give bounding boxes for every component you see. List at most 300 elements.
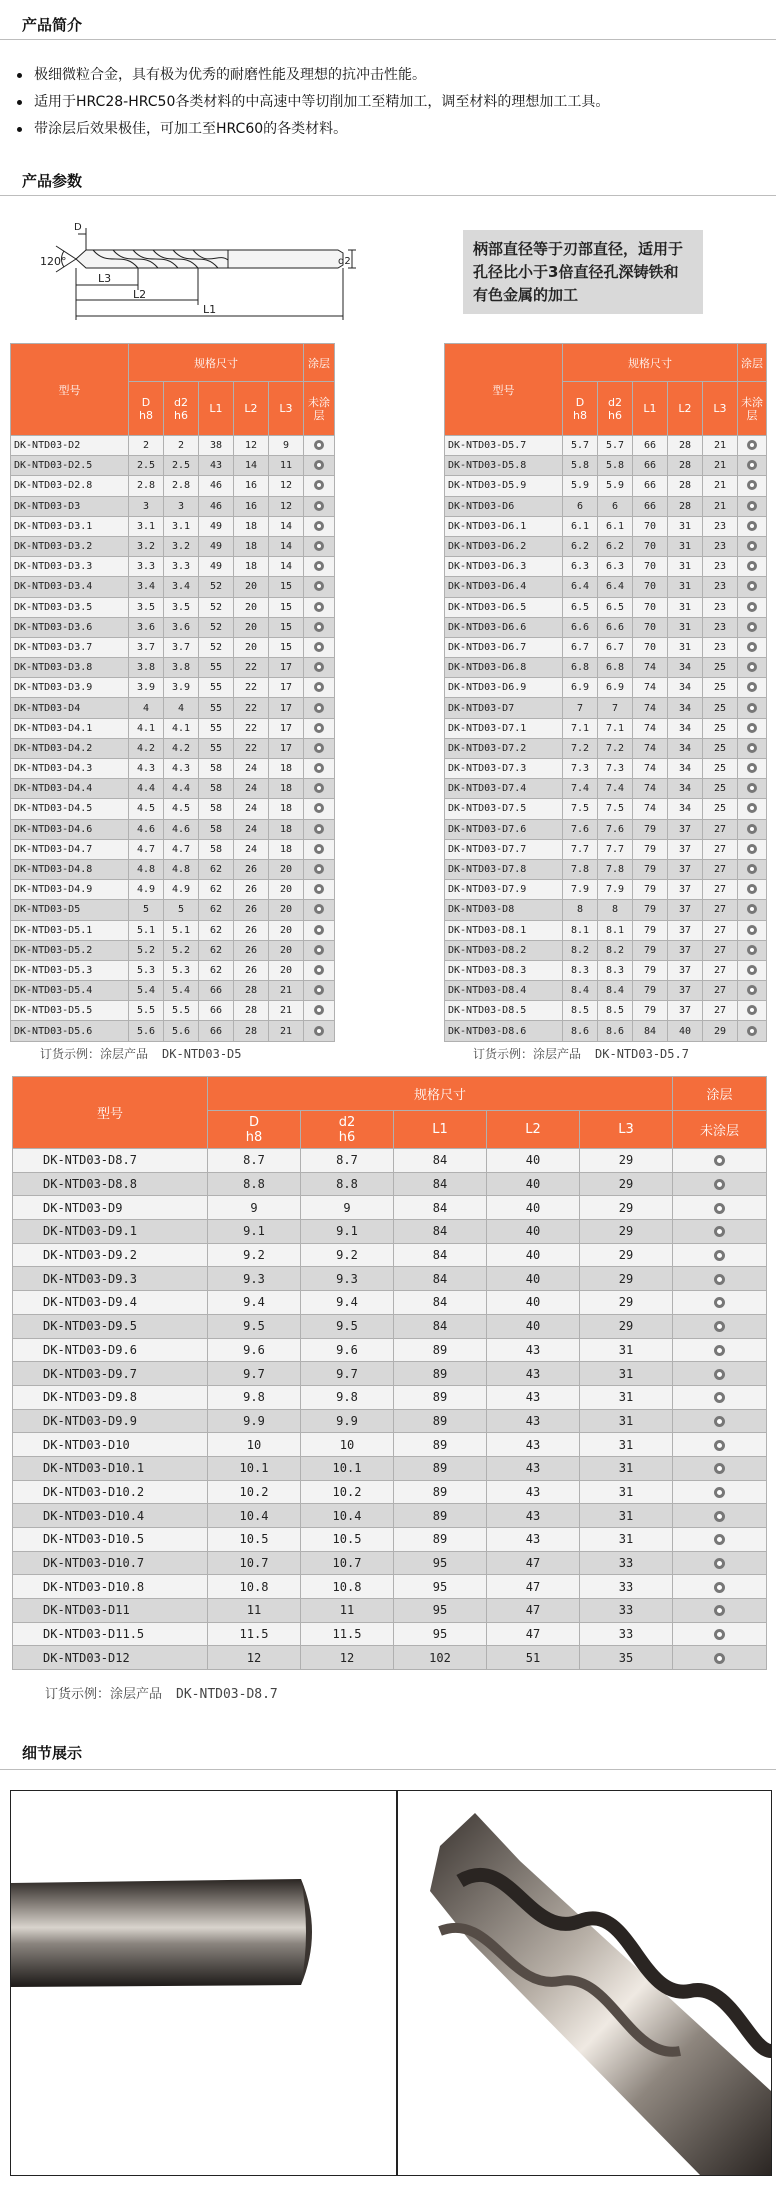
l1-cell: 95 (394, 1551, 487, 1575)
l2-label: L2 (133, 288, 147, 301)
circle-dot-icon (314, 662, 324, 672)
coating-cell (673, 1220, 767, 1244)
circle-dot-icon (714, 1369, 725, 1380)
model-cell: DK-NTD03-D3.6 (11, 617, 129, 637)
d-cell: 4.1 (129, 718, 164, 738)
model-cell: DK-NTD03-D3.9 (11, 678, 129, 698)
l2-cell: 37 (668, 839, 703, 859)
circle-dot-icon (314, 965, 324, 975)
model-cell: DK-NTD03-D7.1 (445, 718, 563, 738)
coating-cell (304, 738, 335, 758)
model-cell: DK-NTD03-D4.5 (11, 799, 129, 819)
table-row (445, 456, 767, 476)
model-cell: DK-NTD03-D2.8 (11, 476, 129, 496)
d2-cell: 9.9 (301, 1409, 394, 1433)
d2-cell: 4.2 (164, 738, 199, 758)
model-cell: DK-NTD03-D11.5 (13, 1622, 208, 1646)
table-row (11, 738, 335, 758)
l1-cell: 89 (394, 1433, 487, 1457)
d-label: D (74, 222, 82, 233)
l2-cell: 37 (668, 819, 703, 839)
circle-dot-icon (714, 1558, 725, 1569)
circle-dot-icon (314, 440, 324, 450)
d-cell: 3 (129, 496, 164, 516)
l1-cell: 49 (199, 536, 234, 556)
d-cell: 5.7 (563, 436, 598, 456)
l3-cell: 25 (703, 759, 738, 779)
coating-cell (738, 900, 767, 920)
header-l2: L2 (487, 1111, 580, 1149)
l1-cell: 66 (199, 1021, 234, 1041)
d-cell: 3.8 (129, 658, 164, 678)
d2-label: d2 (338, 256, 351, 267)
l2-cell: 34 (668, 738, 703, 758)
coating-cell (673, 1314, 767, 1338)
l2-cell: 40 (487, 1220, 580, 1244)
coating-cell (304, 718, 335, 738)
model-cell: DK-NTD03-D11 (13, 1599, 208, 1623)
header-l2: L2 (668, 382, 703, 436)
d-cell: 7.5 (563, 799, 598, 819)
coating-cell (673, 1291, 767, 1315)
coating-cell (738, 960, 767, 980)
model-cell: DK-NTD03-D8.4 (445, 981, 563, 1001)
header-d2: d2 h6 (301, 1111, 394, 1149)
l3-cell: 31 (580, 1385, 673, 1409)
table-row (13, 1456, 767, 1480)
l3-cell: 12 (269, 476, 304, 496)
d-cell: 3.5 (129, 597, 164, 617)
d-cell: 3.9 (129, 678, 164, 698)
l3-cell: 15 (269, 617, 304, 637)
d2-cell: 9.8 (301, 1385, 394, 1409)
model-cell: DK-NTD03-D5.7 (445, 436, 563, 456)
d2-cell: 7.6 (598, 819, 633, 839)
d2-cell: 8.8 (301, 1172, 394, 1196)
l2-cell: 37 (668, 981, 703, 1001)
circle-dot-icon (314, 521, 324, 531)
circle-dot-icon (747, 904, 757, 914)
table-row (445, 981, 767, 1001)
l3-cell: 31 (580, 1409, 673, 1433)
d-cell: 5.9 (563, 476, 598, 496)
circle-dot-icon (747, 460, 757, 470)
l3-cell: 17 (269, 718, 304, 738)
d2-cell: 5.6 (164, 1021, 199, 1041)
coating-cell (738, 597, 767, 617)
l1-cell: 79 (633, 981, 668, 1001)
l1-cell: 74 (633, 779, 668, 799)
coating-cell (673, 1599, 767, 1623)
l2-cell: 24 (234, 819, 269, 839)
d-cell: 4.2 (129, 738, 164, 758)
circle-dot-icon (747, 682, 757, 692)
d2-cell: 9.4 (301, 1291, 394, 1315)
d-cell: 5 (129, 900, 164, 920)
coating-cell (304, 536, 335, 556)
model-cell: DK-NTD03-D3.7 (11, 637, 129, 657)
coating-cell (304, 476, 335, 496)
header-model: 型号 (445, 344, 563, 436)
circle-dot-icon (314, 541, 324, 551)
table-body (445, 436, 767, 1042)
angle-label: 120° (40, 255, 67, 268)
intro-list (14, 62, 764, 143)
circle-dot-icon (747, 440, 757, 450)
d2-cell: 9.2 (301, 1243, 394, 1267)
coating-cell (738, 476, 767, 496)
circle-dot-icon (747, 602, 757, 612)
circle-dot-icon (314, 703, 324, 713)
l2-cell: 26 (234, 960, 269, 980)
table-row (11, 436, 335, 456)
l3-cell: 31 (580, 1456, 673, 1480)
section-title: 产品参数 (22, 172, 83, 190)
l3-cell: 23 (703, 597, 738, 617)
l3-cell: 18 (269, 779, 304, 799)
d2-cell: 6.5 (598, 597, 633, 617)
model-cell: DK-NTD03-D6.9 (445, 678, 563, 698)
table-row (13, 1314, 767, 1338)
coating-cell (673, 1172, 767, 1196)
d-cell: 5.4 (129, 981, 164, 1001)
l1-cell: 74 (633, 678, 668, 698)
circle-dot-icon (747, 622, 757, 632)
l2-cell: 20 (234, 577, 269, 597)
d-cell: 7.6 (563, 819, 598, 839)
l1-cell: 66 (199, 981, 234, 1001)
d-cell: 2.8 (129, 476, 164, 496)
l1-cell: 66 (633, 476, 668, 496)
d-cell: 6.5 (563, 597, 598, 617)
l3-cell: 14 (269, 536, 304, 556)
coating-cell (304, 920, 335, 940)
d2-cell: 5.7 (598, 436, 633, 456)
l2-cell: 43 (487, 1385, 580, 1409)
l2-cell: 28 (668, 456, 703, 476)
coating-cell (304, 880, 335, 900)
l3-cell: 17 (269, 738, 304, 758)
d-cell: 3.2 (129, 536, 164, 556)
coating-cell (304, 597, 335, 617)
circle-dot-icon (714, 1345, 725, 1356)
table-row (11, 516, 335, 536)
coating-cell (304, 698, 335, 718)
header-uncoated: 未涂层 (738, 382, 767, 436)
spec-table-3 (12, 1076, 767, 1670)
d-cell: 11.5 (208, 1622, 301, 1646)
l1-cell: 74 (633, 799, 668, 819)
circle-dot-icon (747, 803, 757, 813)
d2-cell: 3.3 (164, 557, 199, 577)
table-row (445, 678, 767, 698)
model-cell: DK-NTD03-D5.6 (11, 1021, 129, 1041)
model-cell: DK-NTD03-D10.7 (13, 1551, 208, 1575)
coating-cell (738, 456, 767, 476)
l3-label: L3 (98, 272, 112, 285)
l1-cell: 79 (633, 859, 668, 879)
l1-label: L1 (203, 303, 217, 316)
d-cell: 8.4 (563, 981, 598, 1001)
header-spec: 规格尺寸 (129, 344, 304, 382)
l3-cell: 25 (703, 678, 738, 698)
l1-cell: 55 (199, 658, 234, 678)
d-cell: 6.1 (563, 516, 598, 536)
d2-cell: 2 (164, 436, 199, 456)
d-cell: 9.4 (208, 1291, 301, 1315)
l3-cell: 27 (703, 940, 738, 960)
table-row (445, 617, 767, 637)
model-cell: DK-NTD03-D3.1 (11, 516, 129, 536)
coating-cell (304, 940, 335, 960)
table-row (445, 557, 767, 577)
d2-cell: 7 (598, 698, 633, 718)
table-row (13, 1551, 767, 1575)
circle-dot-icon (714, 1629, 725, 1640)
table-row (445, 779, 767, 799)
d2-cell: 4.4 (164, 779, 199, 799)
coating-cell (304, 859, 335, 879)
l3-cell: 25 (703, 799, 738, 819)
circle-dot-icon (314, 945, 324, 955)
table-row (445, 880, 767, 900)
l1-cell: 89 (394, 1504, 487, 1528)
coating-cell (673, 1528, 767, 1552)
d-cell: 10.4 (208, 1504, 301, 1528)
l3-cell: 21 (269, 981, 304, 1001)
circle-dot-icon (747, 521, 757, 531)
l1-cell: 79 (633, 839, 668, 859)
l1-cell: 55 (199, 678, 234, 698)
circle-dot-icon (747, 783, 757, 793)
l1-cell: 55 (199, 718, 234, 738)
l2-cell: 28 (234, 1001, 269, 1021)
l2-cell: 28 (668, 476, 703, 496)
d2-cell: 6 (598, 496, 633, 516)
d-cell: 4.8 (129, 859, 164, 879)
d-cell: 6.2 (563, 536, 598, 556)
coating-cell (738, 779, 767, 799)
table-row (13, 1646, 767, 1670)
d-cell: 4 (129, 698, 164, 718)
coating-cell (738, 698, 767, 718)
l1-cell: 46 (199, 476, 234, 496)
circle-dot-icon (747, 763, 757, 773)
model-cell: DK-NTD03-D3.3 (11, 557, 129, 577)
d-cell: 4.5 (129, 799, 164, 819)
coating-cell (304, 799, 335, 819)
d-cell: 9.2 (208, 1243, 301, 1267)
circle-dot-icon (714, 1487, 725, 1498)
l1-cell: 84 (394, 1149, 487, 1173)
d-cell: 8.3 (563, 960, 598, 980)
l2-cell: 22 (234, 698, 269, 718)
model-cell: DK-NTD03-D7.7 (445, 839, 563, 859)
header-coating: 涂层 (738, 344, 767, 382)
l3-cell: 27 (703, 960, 738, 980)
d-cell: 11 (208, 1599, 301, 1623)
coating-cell (304, 678, 335, 698)
l1-cell: 89 (394, 1456, 487, 1480)
l2-cell: 37 (668, 1001, 703, 1021)
model-cell: DK-NTD03-D5.1 (11, 920, 129, 940)
coating-cell (738, 1021, 767, 1041)
l1-cell: 49 (199, 516, 234, 536)
table-row (11, 718, 335, 738)
model-cell: DK-NTD03-D8 (445, 900, 563, 920)
l1-cell: 84 (394, 1172, 487, 1196)
d2-cell: 10.7 (301, 1551, 394, 1575)
circle-dot-icon (747, 743, 757, 753)
table-row (445, 839, 767, 859)
table-row (445, 859, 767, 879)
header-coating: 涂层 (304, 344, 335, 382)
model-cell: DK-NTD03-D9.1 (13, 1220, 208, 1244)
l2-cell: 34 (668, 698, 703, 718)
l3-cell: 25 (703, 738, 738, 758)
l2-cell: 18 (234, 516, 269, 536)
d-cell: 7.8 (563, 859, 598, 879)
l3-cell: 20 (269, 900, 304, 920)
l2-cell: 40 (487, 1314, 580, 1338)
flute-photo (400, 1791, 771, 2175)
d2-cell: 8.5 (598, 1001, 633, 1021)
coating-cell (304, 819, 335, 839)
order-example-2: 订货示例：涂层产品 DK-NTD03-D5.7 (473, 1047, 689, 1061)
coating-cell (673, 1646, 767, 1670)
l2-cell: 51 (487, 1646, 580, 1670)
d2-cell: 7.8 (598, 859, 633, 879)
model-cell: DK-NTD03-D7.8 (445, 859, 563, 879)
l1-cell: 79 (633, 880, 668, 900)
d-cell: 5.3 (129, 960, 164, 980)
l1-cell: 95 (394, 1575, 487, 1599)
table-row (445, 900, 767, 920)
header-coating: 涂层 (673, 1077, 767, 1111)
table-row (13, 1480, 767, 1504)
coating-cell (738, 1001, 767, 1021)
l2-cell: 37 (668, 900, 703, 920)
drill-diagram (38, 220, 358, 338)
d2-cell: 11 (301, 1599, 394, 1623)
d-cell: 6.8 (563, 658, 598, 678)
l2-cell: 26 (234, 940, 269, 960)
table-row (11, 536, 335, 556)
l1-cell: 55 (199, 738, 234, 758)
l3-cell: 20 (269, 940, 304, 960)
l2-cell: 43 (487, 1362, 580, 1386)
d2-cell: 2.8 (164, 476, 199, 496)
l3-cell: 25 (703, 698, 738, 718)
d-cell: 3.3 (129, 557, 164, 577)
circle-dot-icon (714, 1321, 725, 1332)
l2-cell: 26 (234, 859, 269, 879)
l3-cell: 29 (580, 1314, 673, 1338)
l1-cell: 84 (394, 1291, 487, 1315)
l3-cell: 14 (269, 516, 304, 536)
l2-cell: 40 (487, 1196, 580, 1220)
circle-dot-icon (714, 1179, 725, 1190)
l2-cell: 34 (668, 658, 703, 678)
l1-cell: 89 (394, 1362, 487, 1386)
intro-item: 极细微粒合金，具有极为优秀的耐磨性能及理想的抗冲击性能。 (14, 62, 764, 89)
d2-cell: 9.7 (301, 1362, 394, 1386)
coating-cell (673, 1551, 767, 1575)
coating-cell (738, 981, 767, 1001)
d2-cell: 10.5 (301, 1528, 394, 1552)
coating-cell (304, 456, 335, 476)
coating-cell (738, 678, 767, 698)
d-cell: 12 (208, 1646, 301, 1670)
circle-dot-icon (747, 884, 757, 894)
d-cell: 8.1 (563, 920, 598, 940)
circle-dot-icon (314, 602, 324, 612)
d-cell: 3.6 (129, 617, 164, 637)
section-intro-header (0, 8, 776, 40)
header-model: 型号 (13, 1077, 208, 1149)
l2-cell: 26 (234, 880, 269, 900)
l2-cell: 37 (668, 960, 703, 980)
model-cell: DK-NTD03-D6.6 (445, 617, 563, 637)
coating-cell (304, 658, 335, 678)
d-cell: 3.7 (129, 637, 164, 657)
circle-dot-icon (314, 581, 324, 591)
l3-cell: 20 (269, 880, 304, 900)
model-cell: DK-NTD03-D9 (13, 1196, 208, 1220)
d2-cell: 4.6 (164, 819, 199, 839)
l2-cell: 37 (668, 859, 703, 879)
d2-cell: 7.7 (598, 839, 633, 859)
d2-cell: 10.8 (301, 1575, 394, 1599)
d2-cell: 4.3 (164, 759, 199, 779)
model-cell: DK-NTD03-D3.5 (11, 597, 129, 617)
header-d2: d2 h6 (164, 382, 199, 436)
model-cell: DK-NTD03-D3.2 (11, 536, 129, 556)
l3-cell: 29 (580, 1172, 673, 1196)
coating-cell (673, 1385, 767, 1409)
l1-cell: 62 (199, 960, 234, 980)
circle-dot-icon (747, 824, 757, 834)
model-cell: DK-NTD03-D9.9 (13, 1409, 208, 1433)
l2-cell: 47 (487, 1599, 580, 1623)
circle-dot-icon (314, 682, 324, 692)
l2-cell: 43 (487, 1338, 580, 1362)
d-cell: 7.2 (563, 738, 598, 758)
l2-cell: 20 (234, 597, 269, 617)
table-row (445, 436, 767, 456)
table-row (11, 1021, 335, 1041)
coating-cell (738, 536, 767, 556)
circle-dot-icon (314, 864, 324, 874)
model-cell: DK-NTD03-D10.2 (13, 1480, 208, 1504)
l3-cell: 18 (269, 759, 304, 779)
table-body (13, 1149, 767, 1670)
d-cell: 8.8 (208, 1172, 301, 1196)
l1-cell: 66 (633, 456, 668, 476)
l1-cell: 95 (394, 1622, 487, 1646)
header-l1: L1 (199, 382, 234, 436)
coating-cell (673, 1243, 767, 1267)
l3-cell: 33 (580, 1575, 673, 1599)
table-row (445, 476, 767, 496)
l1-cell: 89 (394, 1480, 487, 1504)
l2-cell: 22 (234, 718, 269, 738)
d-cell: 7.3 (563, 759, 598, 779)
model-cell: DK-NTD03-D10.1 (13, 1456, 208, 1480)
circle-dot-icon (314, 1026, 324, 1036)
l1-cell: 62 (199, 940, 234, 960)
l2-cell: 34 (668, 779, 703, 799)
